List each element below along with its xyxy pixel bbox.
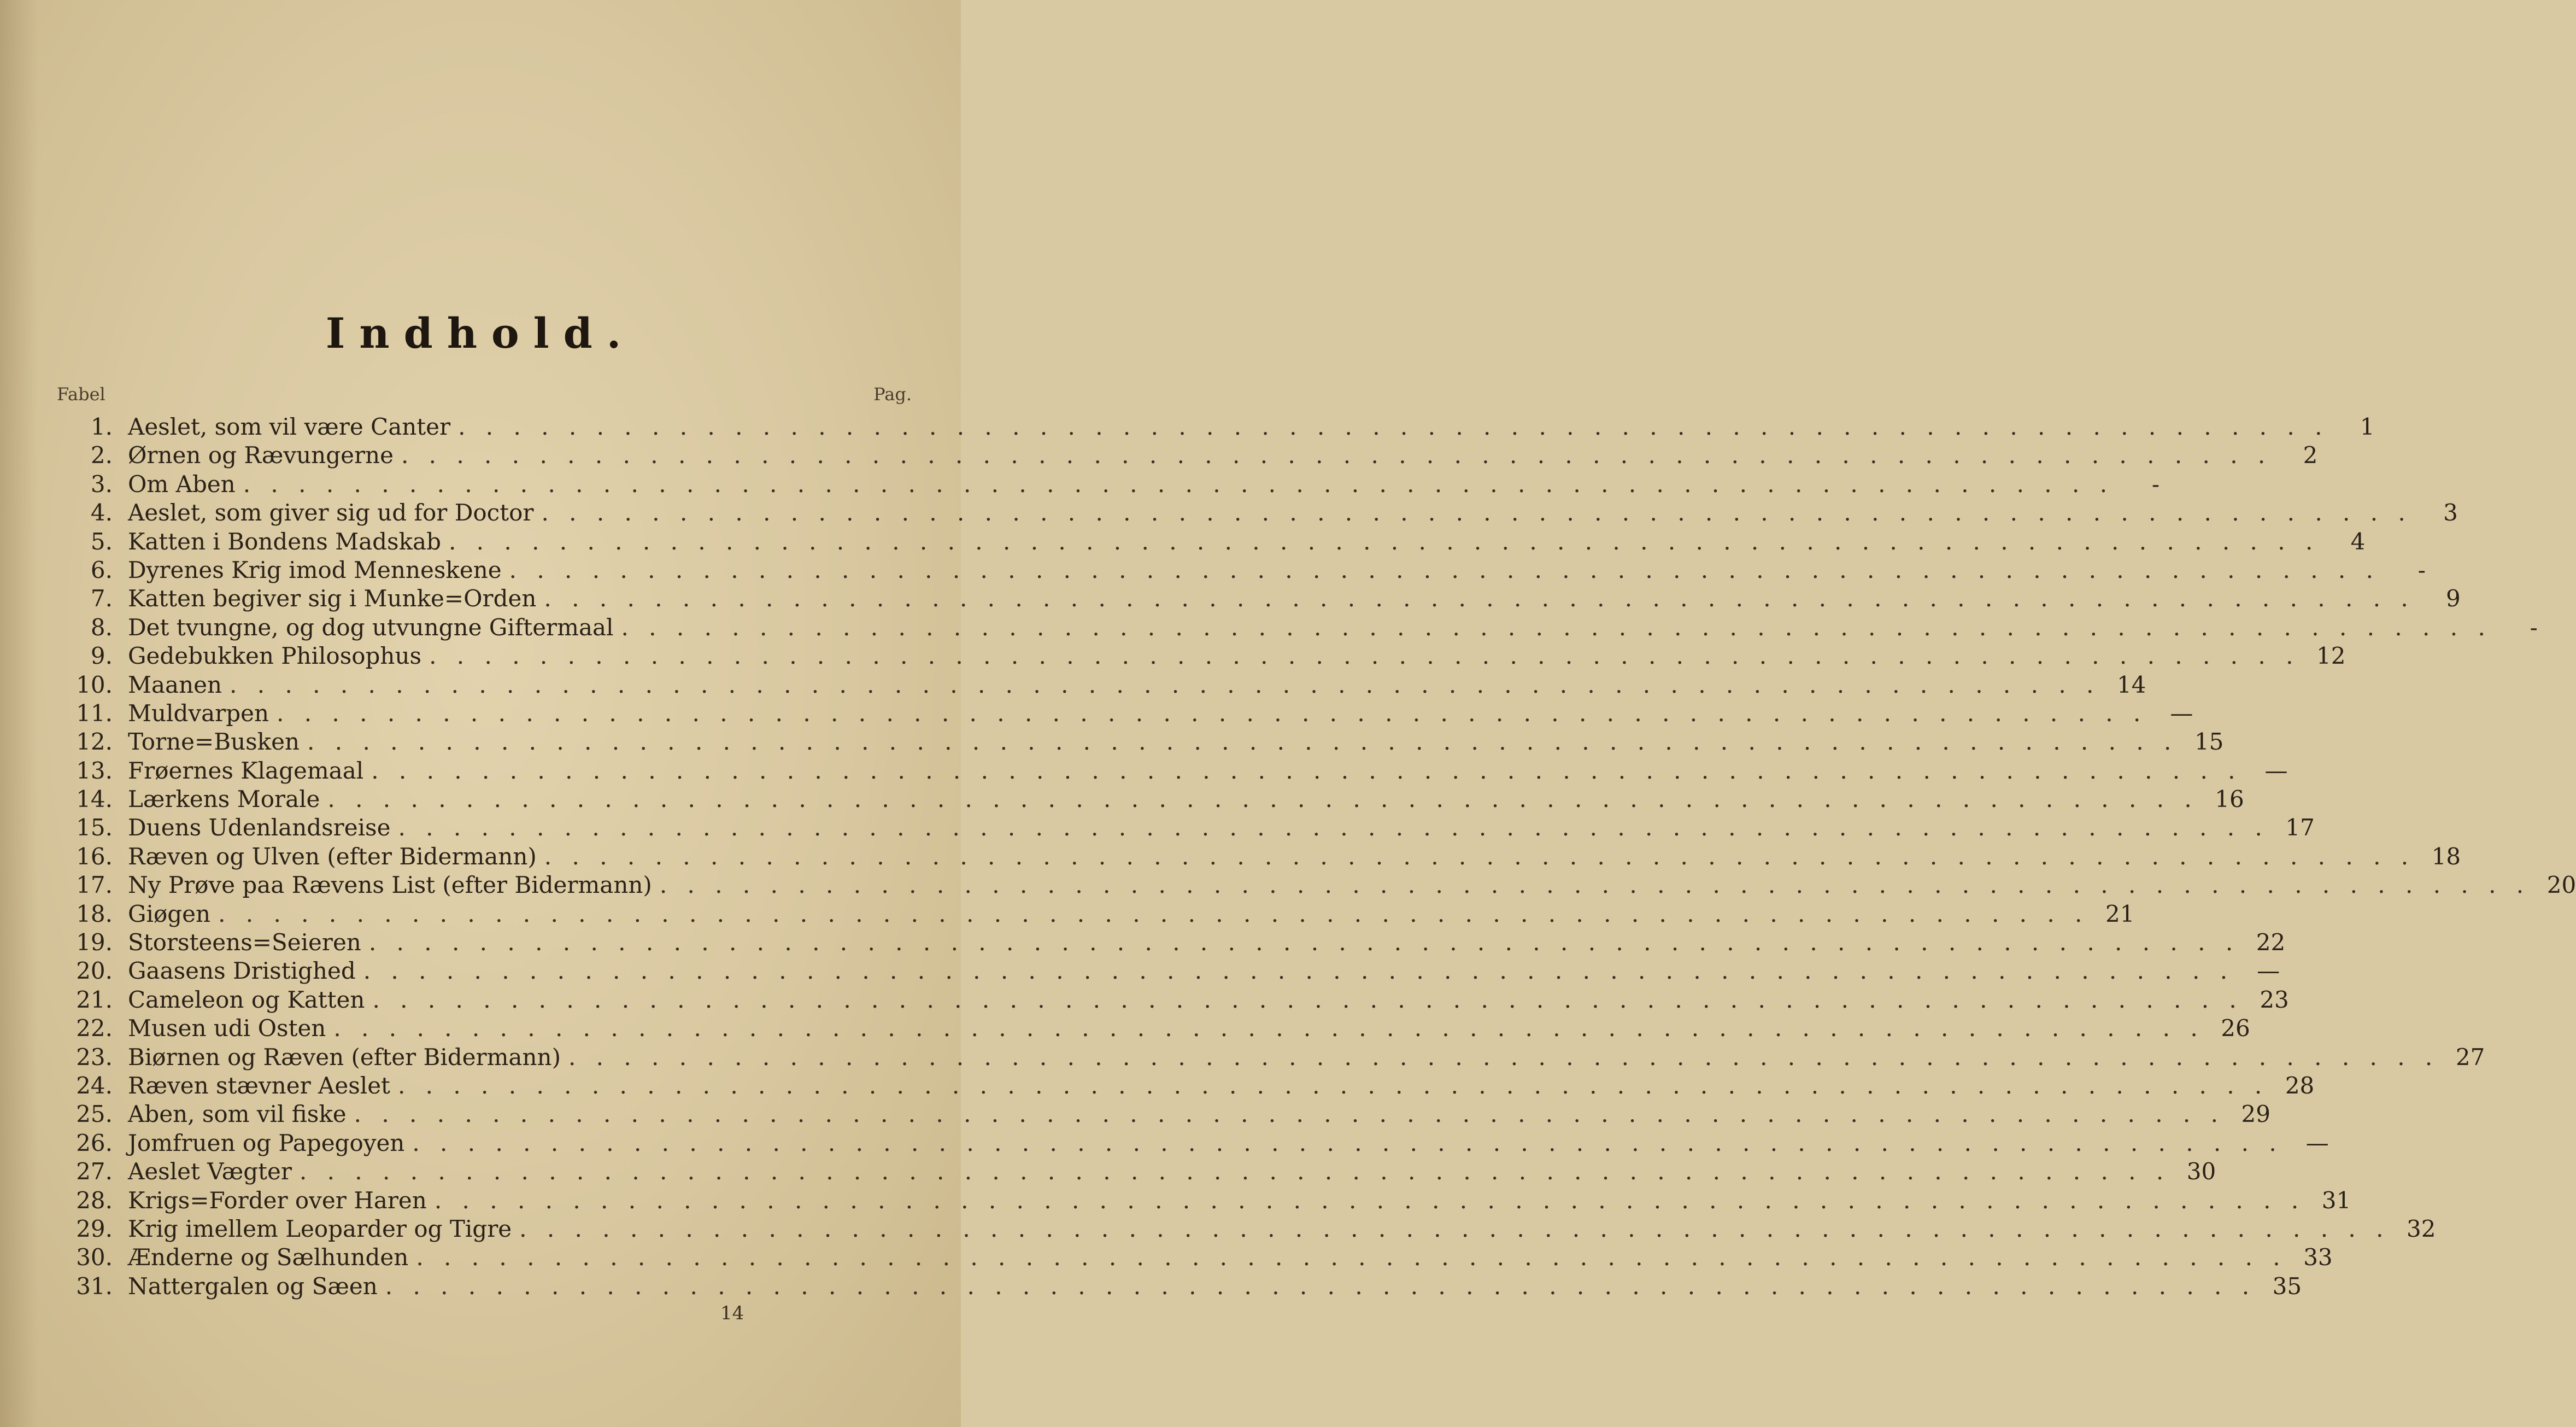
entry-title: Ænderne og Sælhunden — [128, 1244, 409, 1271]
entry-page: — — [2264, 757, 2288, 784]
entry-number: 30. — [76, 1244, 113, 1271]
entry-number: 12. — [76, 728, 113, 756]
entry-page: 1 — [2360, 413, 2375, 440]
entry-page: - — [2417, 556, 2426, 583]
toc-entry — [52, 642, 2346, 670]
leader-dots — [519, 1215, 2390, 1243]
entry-number: 29. — [76, 1215, 113, 1242]
entry-number: 14. — [76, 786, 113, 813]
entry-title: Maanen — [128, 671, 222, 698]
leader-dots — [300, 1157, 2170, 1186]
leader-dots — [412, 1129, 2282, 1157]
entry-page: 22 — [2256, 929, 2286, 956]
leader-dots — [230, 671, 2100, 699]
entry-title: Nattergalen og Sæen — [128, 1272, 378, 1300]
toc-entry — [52, 671, 2146, 699]
entry-page: 17 — [2285, 814, 2315, 841]
leader-dots — [541, 499, 2411, 527]
toc-entry — [52, 928, 2286, 957]
toc-entry — [52, 556, 2426, 584]
entry-number: 3. — [90, 470, 113, 498]
entry-title: Aeslet Vægter — [128, 1158, 292, 1185]
entry-page: 35 — [2272, 1272, 2302, 1300]
toc-entry — [52, 441, 2318, 470]
entry-title: Krigs=Forder over Haren — [128, 1186, 427, 1214]
toc-entry — [52, 728, 2224, 756]
toc-entry — [52, 757, 2288, 785]
leader-dots — [371, 757, 2241, 785]
entry-number: 21. — [76, 986, 113, 1013]
entry-number: 5. — [90, 528, 113, 555]
entry-page: — — [2170, 699, 2193, 727]
entry-title: Cameleon og Katten — [128, 986, 365, 1013]
entry-number: 17. — [76, 872, 113, 899]
leader-dots — [398, 1072, 2268, 1100]
toc-entry — [52, 1100, 2270, 1128]
entry-number: 27. — [76, 1158, 113, 1185]
entry-number: 2. — [90, 442, 113, 469]
leader-dots — [333, 1014, 2204, 1043]
entry-number: 19. — [76, 929, 113, 956]
entry-title: Det tvungne, og dog utvungne Giftermaal — [128, 613, 614, 641]
entry-number: 1. — [90, 413, 113, 440]
toc-entry — [52, 613, 2538, 642]
toc-entry — [52, 1129, 2329, 1157]
leader-dots — [429, 642, 2299, 670]
printer-signature-mark: 14 — [720, 1302, 744, 1324]
leader-dots — [544, 584, 2414, 613]
leader-dots — [621, 613, 2491, 642]
entry-title: Storsteens=Seieren — [128, 929, 361, 956]
entry-number: 13. — [76, 757, 113, 784]
toc-entry — [52, 986, 2289, 1014]
toc-entry — [52, 814, 2315, 842]
toc-entry — [52, 1157, 2216, 1186]
leader-dots — [401, 441, 2272, 470]
entry-title: Duens Udenlandsreise — [128, 814, 391, 841]
entry-page: 2 — [2303, 442, 2318, 469]
leader-dots — [385, 1272, 2256, 1301]
entry-number: 15. — [76, 814, 113, 841]
entry-title: Muldvarpen — [128, 699, 269, 727]
leader-dots — [435, 1186, 2305, 1215]
entry-page: 9 — [2446, 585, 2461, 612]
entry-title: Katten i Bondens Madskab — [128, 528, 441, 555]
toc-entry — [52, 470, 2160, 499]
entry-page: 27 — [2455, 1043, 2485, 1071]
entry-title: Biørnen og Ræven (efter Bidermann) — [128, 1043, 561, 1071]
toc-entry — [52, 1014, 2250, 1043]
leader-dots — [218, 900, 2088, 928]
entry-title: Giøgen — [128, 900, 211, 927]
entry-title: Katten begiver sig i Munke=Orden — [128, 585, 537, 612]
entry-page: — — [2257, 957, 2280, 985]
toc-entry — [52, 1272, 2302, 1301]
entry-number: 26. — [76, 1129, 113, 1156]
entry-page: 30 — [2186, 1158, 2216, 1185]
entry-title: Ny Prøve paa Rævens List (efter Bidermann) — [128, 872, 652, 899]
toc-entry — [52, 528, 2366, 556]
entry-title: Ørnen og Rævungerne — [128, 442, 394, 469]
entry-number: 8. — [90, 613, 113, 641]
entry-title: Frøernes Klagemaal — [128, 757, 364, 784]
entry-page: 33 — [2303, 1244, 2333, 1271]
leader-dots — [307, 728, 2178, 756]
entry-title: Gedebukken Philosophus — [128, 642, 422, 670]
entry-page: 29 — [2241, 1101, 2270, 1128]
entry-title: Aeslet, som giver sig ud for Doctor — [128, 499, 534, 527]
toc-entry — [52, 1072, 2315, 1100]
entry-title: Jomfruen og Papegoyen — [128, 1129, 405, 1156]
leader-dots — [398, 814, 2268, 842]
entry-title: Dyrenes Krig imod Menneskene — [128, 556, 502, 583]
entry-title: Aben, som vil fiske — [128, 1101, 347, 1128]
toc-entry — [52, 957, 2280, 985]
entry-number: 28. — [76, 1186, 113, 1214]
entry-title: Gaasens Dristighed — [128, 957, 356, 985]
leader-dots — [544, 843, 2415, 871]
page-column-header: Pag. — [873, 384, 912, 405]
toc-entry — [52, 1043, 2485, 1072]
entry-page: 3 — [2443, 499, 2458, 527]
toc-entry — [52, 584, 2461, 613]
entry-page: — — [2305, 1129, 2329, 1156]
entry-number: 20. — [76, 957, 113, 985]
entry-page: 23 — [2260, 986, 2289, 1013]
entry-number: 22. — [76, 1015, 113, 1042]
entry-title: Ræven og Ulven (efter Bidermann) — [128, 843, 537, 870]
leader-dots — [363, 957, 2234, 985]
entry-page: 28 — [2285, 1072, 2315, 1099]
toc-entry — [52, 871, 2576, 899]
entry-page: 18 — [2431, 843, 2461, 870]
leader-dots — [243, 470, 2114, 499]
entry-number: 25. — [76, 1101, 113, 1128]
toc-entry — [52, 900, 2135, 928]
entry-title: Krig imellem Leoparder og Tigre — [128, 1215, 512, 1242]
entry-number: 9. — [90, 642, 113, 670]
entry-title: Lærkens Morale — [128, 786, 320, 813]
leader-dots — [369, 928, 2239, 957]
leader-dots — [354, 1100, 2225, 1128]
entry-number: 4. — [90, 499, 113, 527]
entry-page: 16 — [2215, 786, 2244, 813]
entry-title: Torne=Busken — [128, 728, 300, 756]
leader-dots — [568, 1043, 2439, 1072]
entry-page: 15 — [2194, 728, 2224, 756]
table-of-contents — [52, 413, 2576, 1301]
entry-number: 11. — [76, 699, 113, 727]
entry-title: Musen udi Osten — [128, 1015, 326, 1042]
entry-number: 16. — [76, 843, 113, 870]
entry-page: 21 — [2105, 900, 2135, 927]
entry-number: 18. — [76, 900, 113, 927]
entry-page: 4 — [2350, 528, 2366, 555]
entry-page: 14 — [2116, 671, 2146, 698]
entry-page: 20 — [2546, 872, 2576, 899]
entry-page: 31 — [2321, 1186, 2351, 1214]
entry-page: 32 — [2407, 1215, 2436, 1242]
entry-page: - — [2530, 613, 2538, 641]
toc-entry — [52, 1215, 2436, 1243]
leader-dots — [416, 1243, 2286, 1272]
entry-number: 24. — [76, 1072, 113, 1099]
entry-page: 26 — [2221, 1015, 2250, 1042]
leader-dots — [449, 528, 2319, 556]
entry-page: - — [2151, 470, 2160, 498]
entry-title: Om Aben — [128, 470, 236, 498]
leader-dots — [277, 699, 2147, 728]
page-title: Indhold. — [325, 309, 636, 358]
entry-number: 31. — [76, 1272, 113, 1300]
leader-dots — [327, 785, 2198, 814]
toc-entry — [52, 1186, 2351, 1215]
entry-number: 23. — [76, 1043, 113, 1071]
toc-entry — [52, 413, 2375, 441]
leader-dots — [458, 413, 2328, 441]
fable-column-header: Fabel — [57, 384, 105, 405]
toc-entry — [52, 499, 2458, 527]
leader-dots — [660, 871, 2530, 899]
entry-page: 12 — [2316, 642, 2346, 670]
toc-entry — [52, 1243, 2333, 1272]
entry-number: 7. — [90, 585, 113, 612]
entry-number: 10. — [76, 671, 113, 698]
toc-entry — [52, 843, 2461, 871]
leader-dots — [372, 986, 2243, 1014]
toc-entry — [52, 785, 2244, 814]
entry-title: Ræven stævner Aeslet — [128, 1072, 390, 1099]
entry-title: Aeslet, som vil være Canter — [128, 413, 451, 440]
entry-number: 6. — [90, 556, 113, 583]
leader-dots — [509, 556, 2380, 584]
toc-entry — [52, 699, 2193, 728]
